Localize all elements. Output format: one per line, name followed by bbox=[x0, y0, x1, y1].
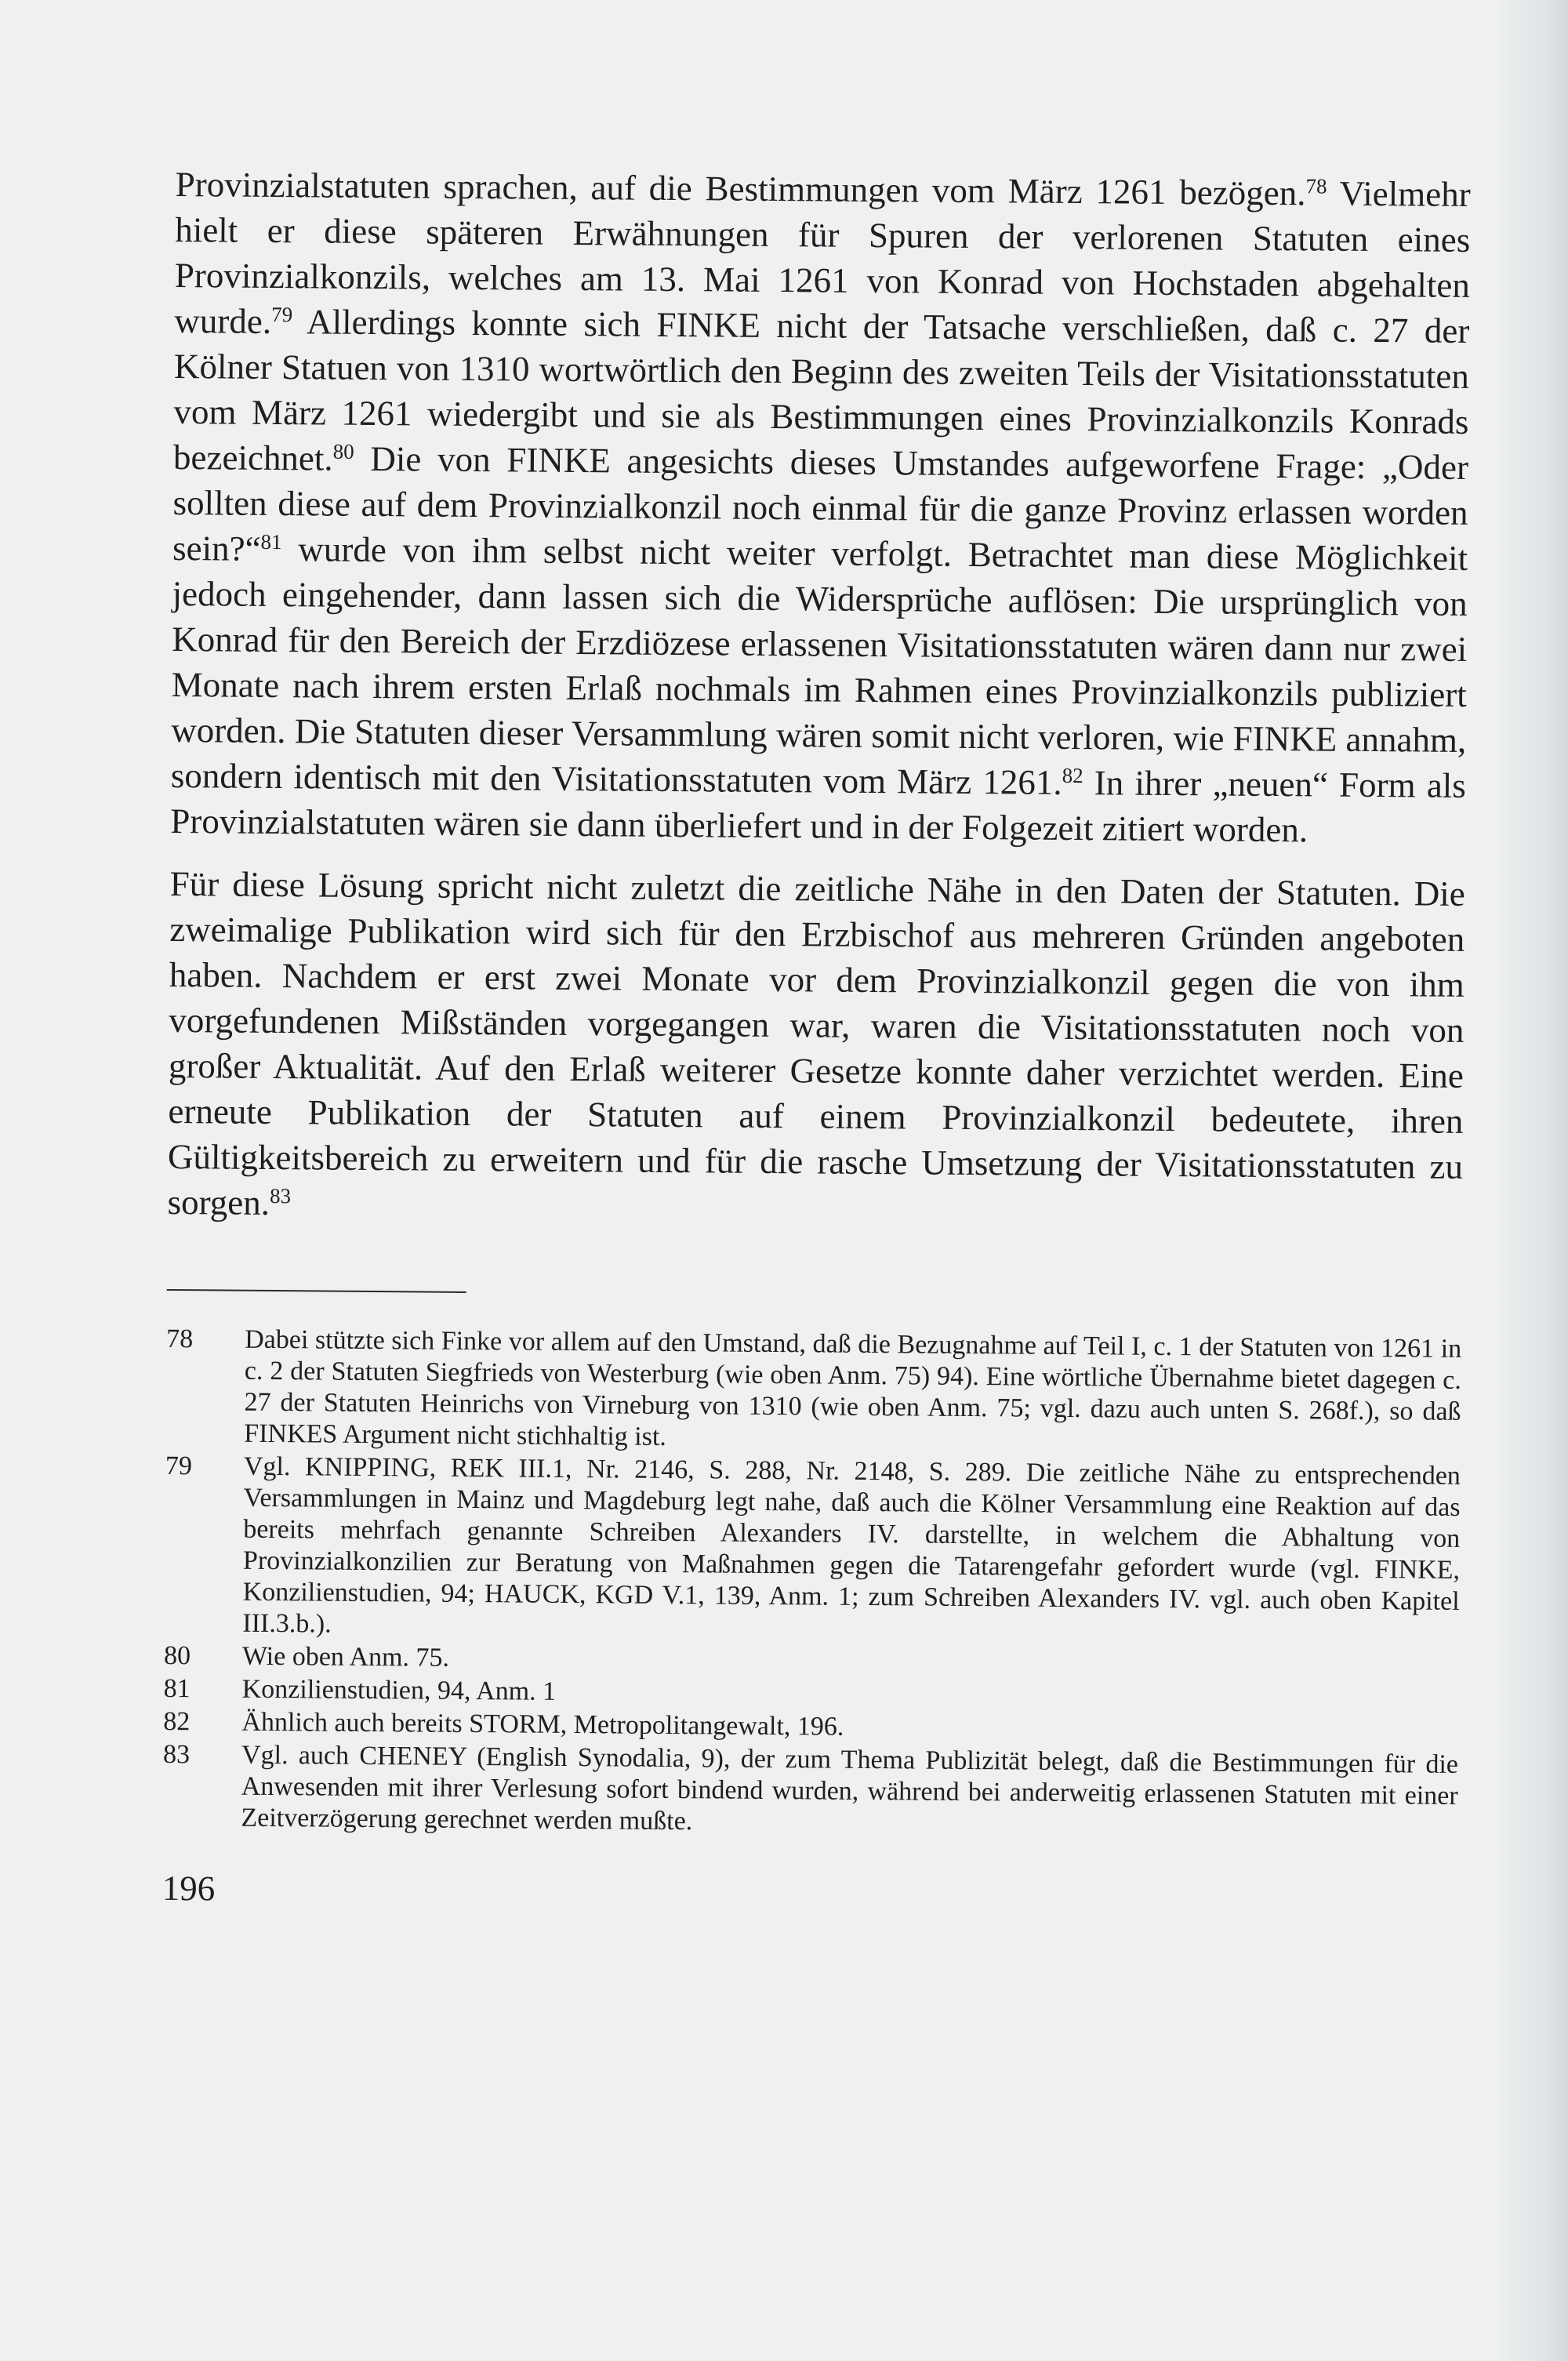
footnote-ref-83: 83 bbox=[269, 1184, 292, 1208]
footnote-ref-80: 80 bbox=[332, 439, 354, 463]
footnote bbox=[164, 1451, 1461, 1649]
text-run: In ihrer „neuen“ Form als Provinzialstatuten wären sie dann überliefert und in der Folgezeit zitiert worden. bbox=[170, 763, 1466, 850]
footnote-ref-82: 82 bbox=[1062, 764, 1083, 788]
paragraph-1 bbox=[170, 162, 1471, 854]
footnote-text: Konzilienstudien, 94, Anm. 1 bbox=[241, 1674, 557, 1706]
footnote-number: 79 bbox=[165, 1451, 193, 1481]
text-run: Provinzialstatuten sprachen, auf die Bestimmungen vom März 1261 bezögen. bbox=[175, 164, 1306, 213]
footnote-text: Ähnlich auch bereits STORM, Metropolitangewalt, 196. bbox=[241, 1707, 844, 1742]
footnote-text: Wie oben Anm. 75. bbox=[241, 1641, 450, 1673]
footnote bbox=[162, 1739, 1458, 1843]
footnote-ref-81: 81 bbox=[260, 530, 282, 554]
footnote-text: Vgl. KNIPPING, REK III.1, Nr. 2146, S. 288, Nr. 2148, S. 289. Die zeitliche Nähe zu entsprechenden Versammlungen in Mainz und Magdeburg legt nahe, daß auch die Kölner Versammlung eine Reaktion auf das bereits mehrfach genannte Schreiben Alexanders IV. darstellte, in welchem die Abhaltung von Provinzialkonzilien zur Beratung von Maßnahmen gegen die Tatarengefahr gefordert wurde (vgl. FINKE, Konzilienstudien, 94; HAUCK, KGD V.1, 139, Anm. 1; zum Schreiben Alexanders IV. vgl. auch oben Kapitel III.3.b.). bbox=[242, 1451, 1461, 1639]
footnote-ref-79: 79 bbox=[271, 303, 293, 327]
book-page bbox=[162, 162, 1471, 1919]
footnote-number: 82 bbox=[163, 1706, 191, 1737]
footnote-number: 80 bbox=[163, 1640, 191, 1671]
text-run: Vielmehr hielt er diese späteren Erwähnungen für Spuren der verlorenen Statuten eines Provinzialkonzils, welches am 13. Mai 1261 von Konrad von Hochstaden abgehalten wurde. bbox=[174, 173, 1471, 341]
text-run: wurde von ihm selbst nicht weiter verfolgt. Betrachtet man diese Möglichkeit jedoch eingehender, dann lassen sich die Widersprüche auflösen: Die ursprünglich von Konrad für den Bereich der Erzdiözese erlassenen Visitationsstatuten wären dann nur zwei Monate nach ihrem ersten Erlaß nochmals im Rahmen eines Provinzialkonzils publiziert worden. Die Statuten dieser Versammlung wären somit nicht verloren, wie FINKE annahm, sondern identisch mit den Visitationsstatuten vom März 1261. bbox=[170, 529, 1468, 802]
page-edge-shadow bbox=[1497, 0, 1568, 2361]
footnote-number: 81 bbox=[163, 1673, 191, 1704]
paragraph-2 bbox=[167, 861, 1465, 1235]
footnote-number: 83 bbox=[162, 1739, 191, 1770]
footnote bbox=[165, 1324, 1461, 1459]
main-text bbox=[167, 162, 1471, 1235]
text-run: Die von FINKE angesichts dieses Umstandes aufgeworfene Frage: „Oder sollten diese auf dem Provinzialkonzil noch einmal für die ganze Provinz erlassen worden sein?“ bbox=[172, 438, 1469, 568]
footnotes bbox=[162, 1324, 1461, 1843]
text-run: Für diese Lösung spricht nicht zuletzt die zeitliche Nähe in den Daten der Statuten. Die zweimalige Publikation wird sich für den Erzbischof aus mehreren Gründen angeboten haben. Nachdem er erst zwei Monate vor dem Provinzialkonzil gegen die von ihm vorgefundenen Mißständen vorgegangen war, waren die Visitationsstatuten noch von großer Aktualität. Auf den Erlaß weiterer Gesetze konnte daher verzichtet werden. Eine erneute Publikation der Statuten auf einem Provinzialkonzil bedeutete, ihren Gültigkeitsbereich zu erweitern und für die rasche Umsetzung der Visitationsstatuten zu sorgen. bbox=[167, 863, 1465, 1222]
footnote-ref-78: 78 bbox=[1305, 174, 1327, 198]
footnote-separator bbox=[167, 1289, 466, 1293]
footnote-number: 78 bbox=[166, 1324, 194, 1354]
footnote-text: Dabei stützte sich Finke vor allem auf den Umstand, daß die Bezugnahme auf Teil I, c. 1 der Statuten von 1261 in c. 2 der Statuten Siegfrieds von Westerburg (wie oben Anm. 75) 94). Eine wörtliche Übernahme bietet dagegen c. 27 der Statuten Heinrichs von Virneburg von 1310 (wie oben Anm. 75; vgl. dazu auch unten S. 268f.), so daß FINKES Argument nicht stichhaltig ist. bbox=[244, 1324, 1462, 1451]
page-number: 196 bbox=[162, 1868, 216, 1909]
footnote-text: Vgl. auch CHENEY (English Synodalia, 9), der zum Thema Publizität belegt, daß die Bestimmungen für die Anwesenden mit ihrer Verlesung sofort bindend wurden, während bei anderweitig erlassenen Statuten mit einer Zeitverzögerung gerechnet werden mußte. bbox=[241, 1740, 1459, 1836]
text-run: Allerdings konnte sich FINKE nicht der Tatsache verschließen, daß c. 27 der Kölner Statuen von 1310 wortwörtlich den Beginn des zweiten Teils der Visitationsstatuten vom März 1261 wiedergibt und sie als Bestimmungen eines Provinzialkonzils Konrads bezeichnet. bbox=[172, 302, 1470, 478]
